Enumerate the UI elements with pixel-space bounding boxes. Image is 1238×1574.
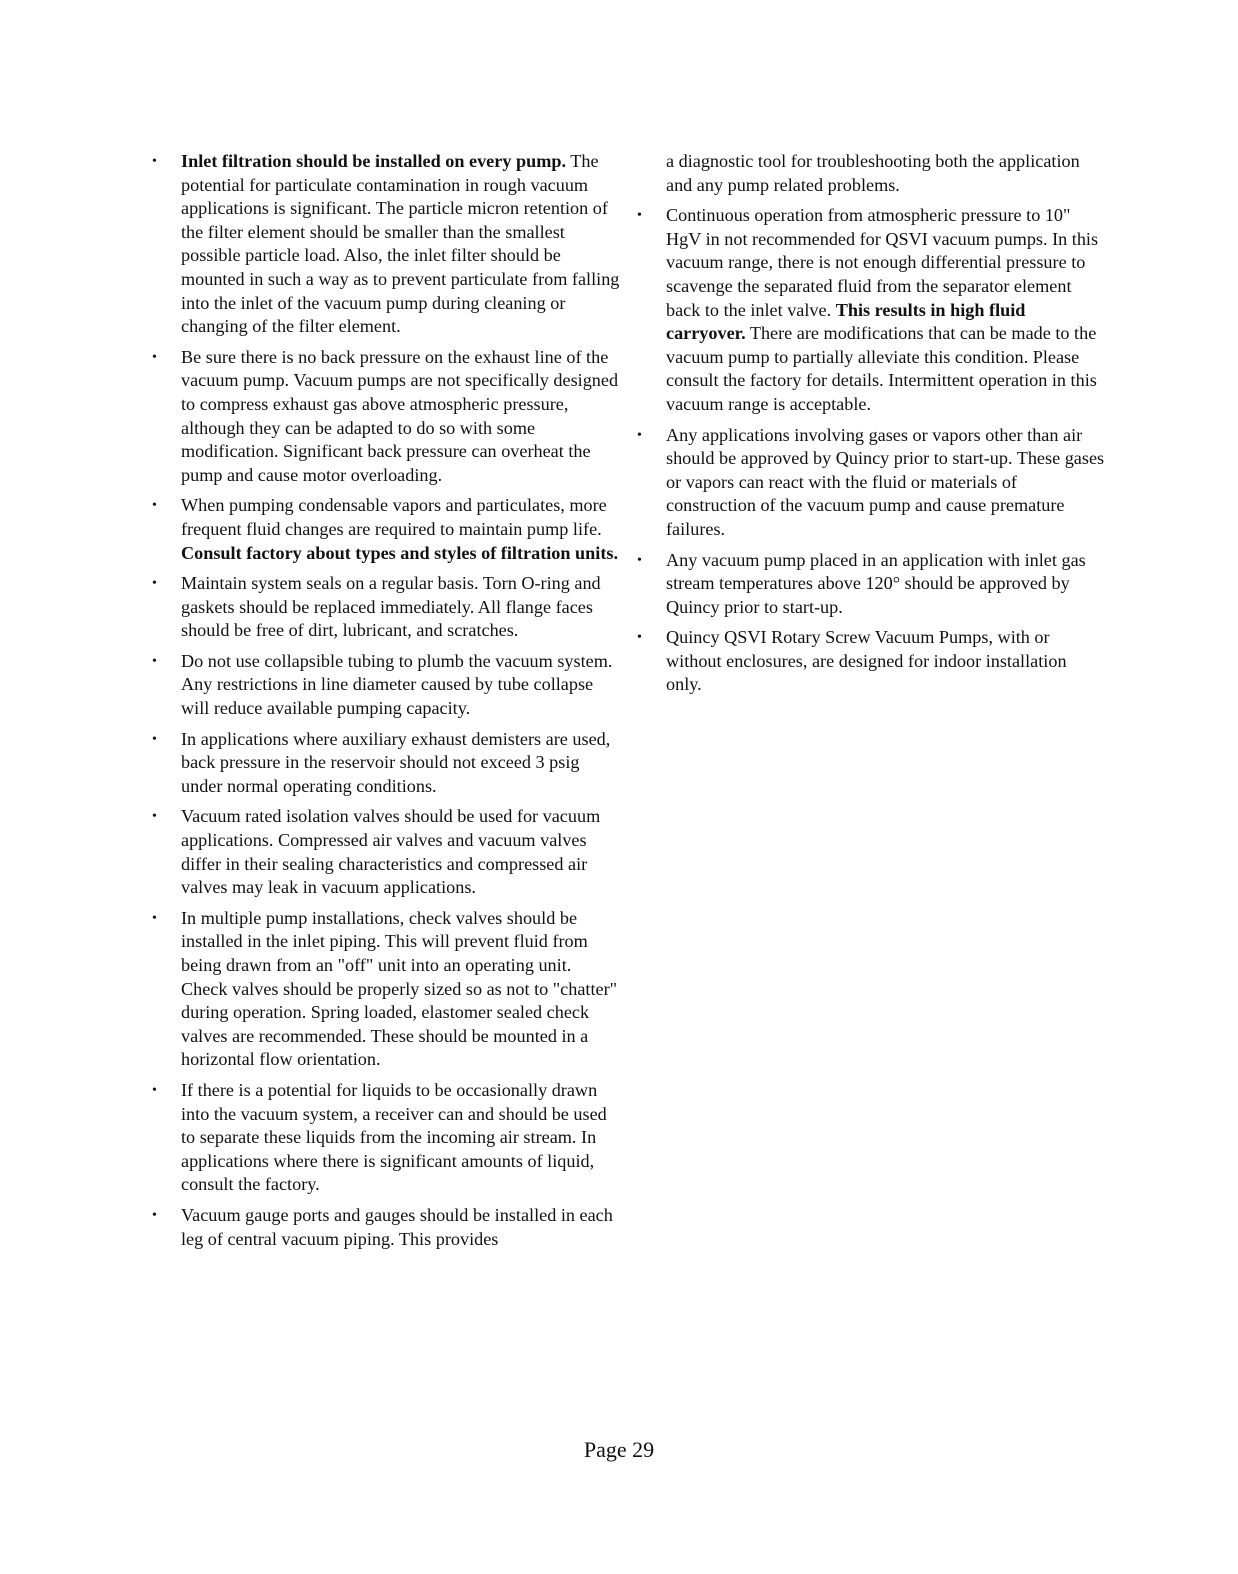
left-column bbox=[181, 150, 621, 1258]
bullet-bold-mid: This results in high fluid carryover. bbox=[666, 299, 1026, 344]
bullet-bold-tail: Consult factory about types and styles of filtration units. bbox=[181, 542, 619, 563]
bullet-item bbox=[666, 204, 1106, 416]
bullet-item bbox=[666, 424, 1106, 542]
right-column bbox=[666, 150, 1106, 704]
bullet-bold-lead: Inlet filtration should be installed on every pump. bbox=[181, 151, 567, 171]
bullet-item bbox=[181, 650, 621, 721]
bullet-continuation bbox=[666, 150, 1106, 197]
bullet-text: In multiple pump installations, check valves should be installed in the inlet piping. This will prevent fluid from being drawn from an "off" unit into an operating unit. Check valves should be properly sized so as not to "chatter" during operation. Spring loaded, elastomer sealed check valves are recommended. These should be mounted in a horizontal flow orientation. bbox=[181, 907, 618, 1070]
bullet-text: Quincy QSVI Rotary Screw Vacuum Pumps, with or without enclosures, are designed for indoor installation only. bbox=[666, 627, 1067, 695]
bullet-text: Any vacuum pump placed in an application with inlet gas stream temperatures above 120° should be approved by Quincy prior to start-up. bbox=[666, 549, 1086, 617]
bullet-text: In applications where auxiliary exhaust demisters are used, back pressure in the reservoir should not exceed 3 psig under normal operating conditions. bbox=[181, 728, 611, 796]
bullet-text: Continuous operation from atmospheric pressure to 10" HgV in not recommended for QSVI vacuum pumps. In this vacuum range, there is not enough differential pressure to scavenge the separated fluid from the separator element back to the inlet valve. bbox=[666, 205, 1099, 320]
bullet-item bbox=[181, 907, 621, 1072]
bullet-text: Be sure there is no back pressure on the exhaust line of the vacuum pump. Vacuum pumps are not specifically designed to compress exhaust gas above atmospheric pressure, although they can be adapted to do so with some modification. Significant back pressure can overheat the pump and cause motor overloading. bbox=[181, 346, 619, 485]
page-number: Page 29 bbox=[583, 1437, 655, 1462]
bullet-item bbox=[181, 494, 621, 565]
bullet-item bbox=[181, 346, 621, 488]
bullet-item bbox=[666, 549, 1106, 620]
bullet-text: If there is a potential for liquids to be occasionally drawn into the vacuum system, a receiver can and should be used to separate these liquids from the incoming air stream. In applications where there is significant amounts of liquid, consult the factory. bbox=[181, 1079, 607, 1195]
bullet-item bbox=[181, 1204, 621, 1251]
bullet-text: Any applications involving gases or vapors other than air should be approved by Quincy prior to start-up. These gases or vapors can react with the fluid or materials of construction of the vacuum pump and cause premature failures. bbox=[666, 424, 1105, 539]
bullet-text: a diagnostic tool for troubleshooting both the application and any pump related problems. bbox=[666, 151, 1080, 195]
bullet-text: Maintain system seals on a regular basis. Torn O-ring and gaskets should be replaced immediately. All flange faces should be free of dirt, lubricant, and scratches. bbox=[181, 573, 601, 641]
bullet-item bbox=[181, 150, 621, 339]
bullet-item bbox=[181, 805, 621, 899]
bullet-text-after: There are modifications that can be made to the vacuum pump to partially alleviate this condition. Please consult the factory for details. Intermittent operation in this vacuum range is acceptable. bbox=[666, 323, 1097, 414]
bullet-text: Do not use collapsible tubing to plumb the vacuum system. Any restrictions in line diameter caused by tube collapse will reduce available pumping capacity. bbox=[181, 650, 613, 719]
bullet-text: Vacuum gauge ports and gauges should be installed in each leg of central vacuum piping. This provides bbox=[181, 1204, 613, 1249]
bullet-item bbox=[666, 626, 1106, 697]
bullet-item bbox=[181, 572, 621, 643]
bullet-item bbox=[181, 728, 621, 799]
bullet-text: When pumping condensable vapors and particulates, more frequent fluid changes are required to maintain pump life. bbox=[181, 495, 607, 539]
bullet-item bbox=[181, 1079, 621, 1197]
bullet-text: Vacuum rated isolation valves should be used for vacuum applications. Compressed air valves and vacuum valves differ in their sealing characteristics and compressed air valves may leak in vacuum applications. bbox=[181, 806, 601, 898]
bullet-text: The potential for particulate contamination in rough vacuum applications is significant. The particle micron retention of the filter element should be smaller than the smallest possible particle load. Also, the inlet filter should be mounted in such a way as to prevent particulate from falling into the inlet of the vacuum pump during cleaning or changing of the filter element. bbox=[181, 151, 620, 337]
